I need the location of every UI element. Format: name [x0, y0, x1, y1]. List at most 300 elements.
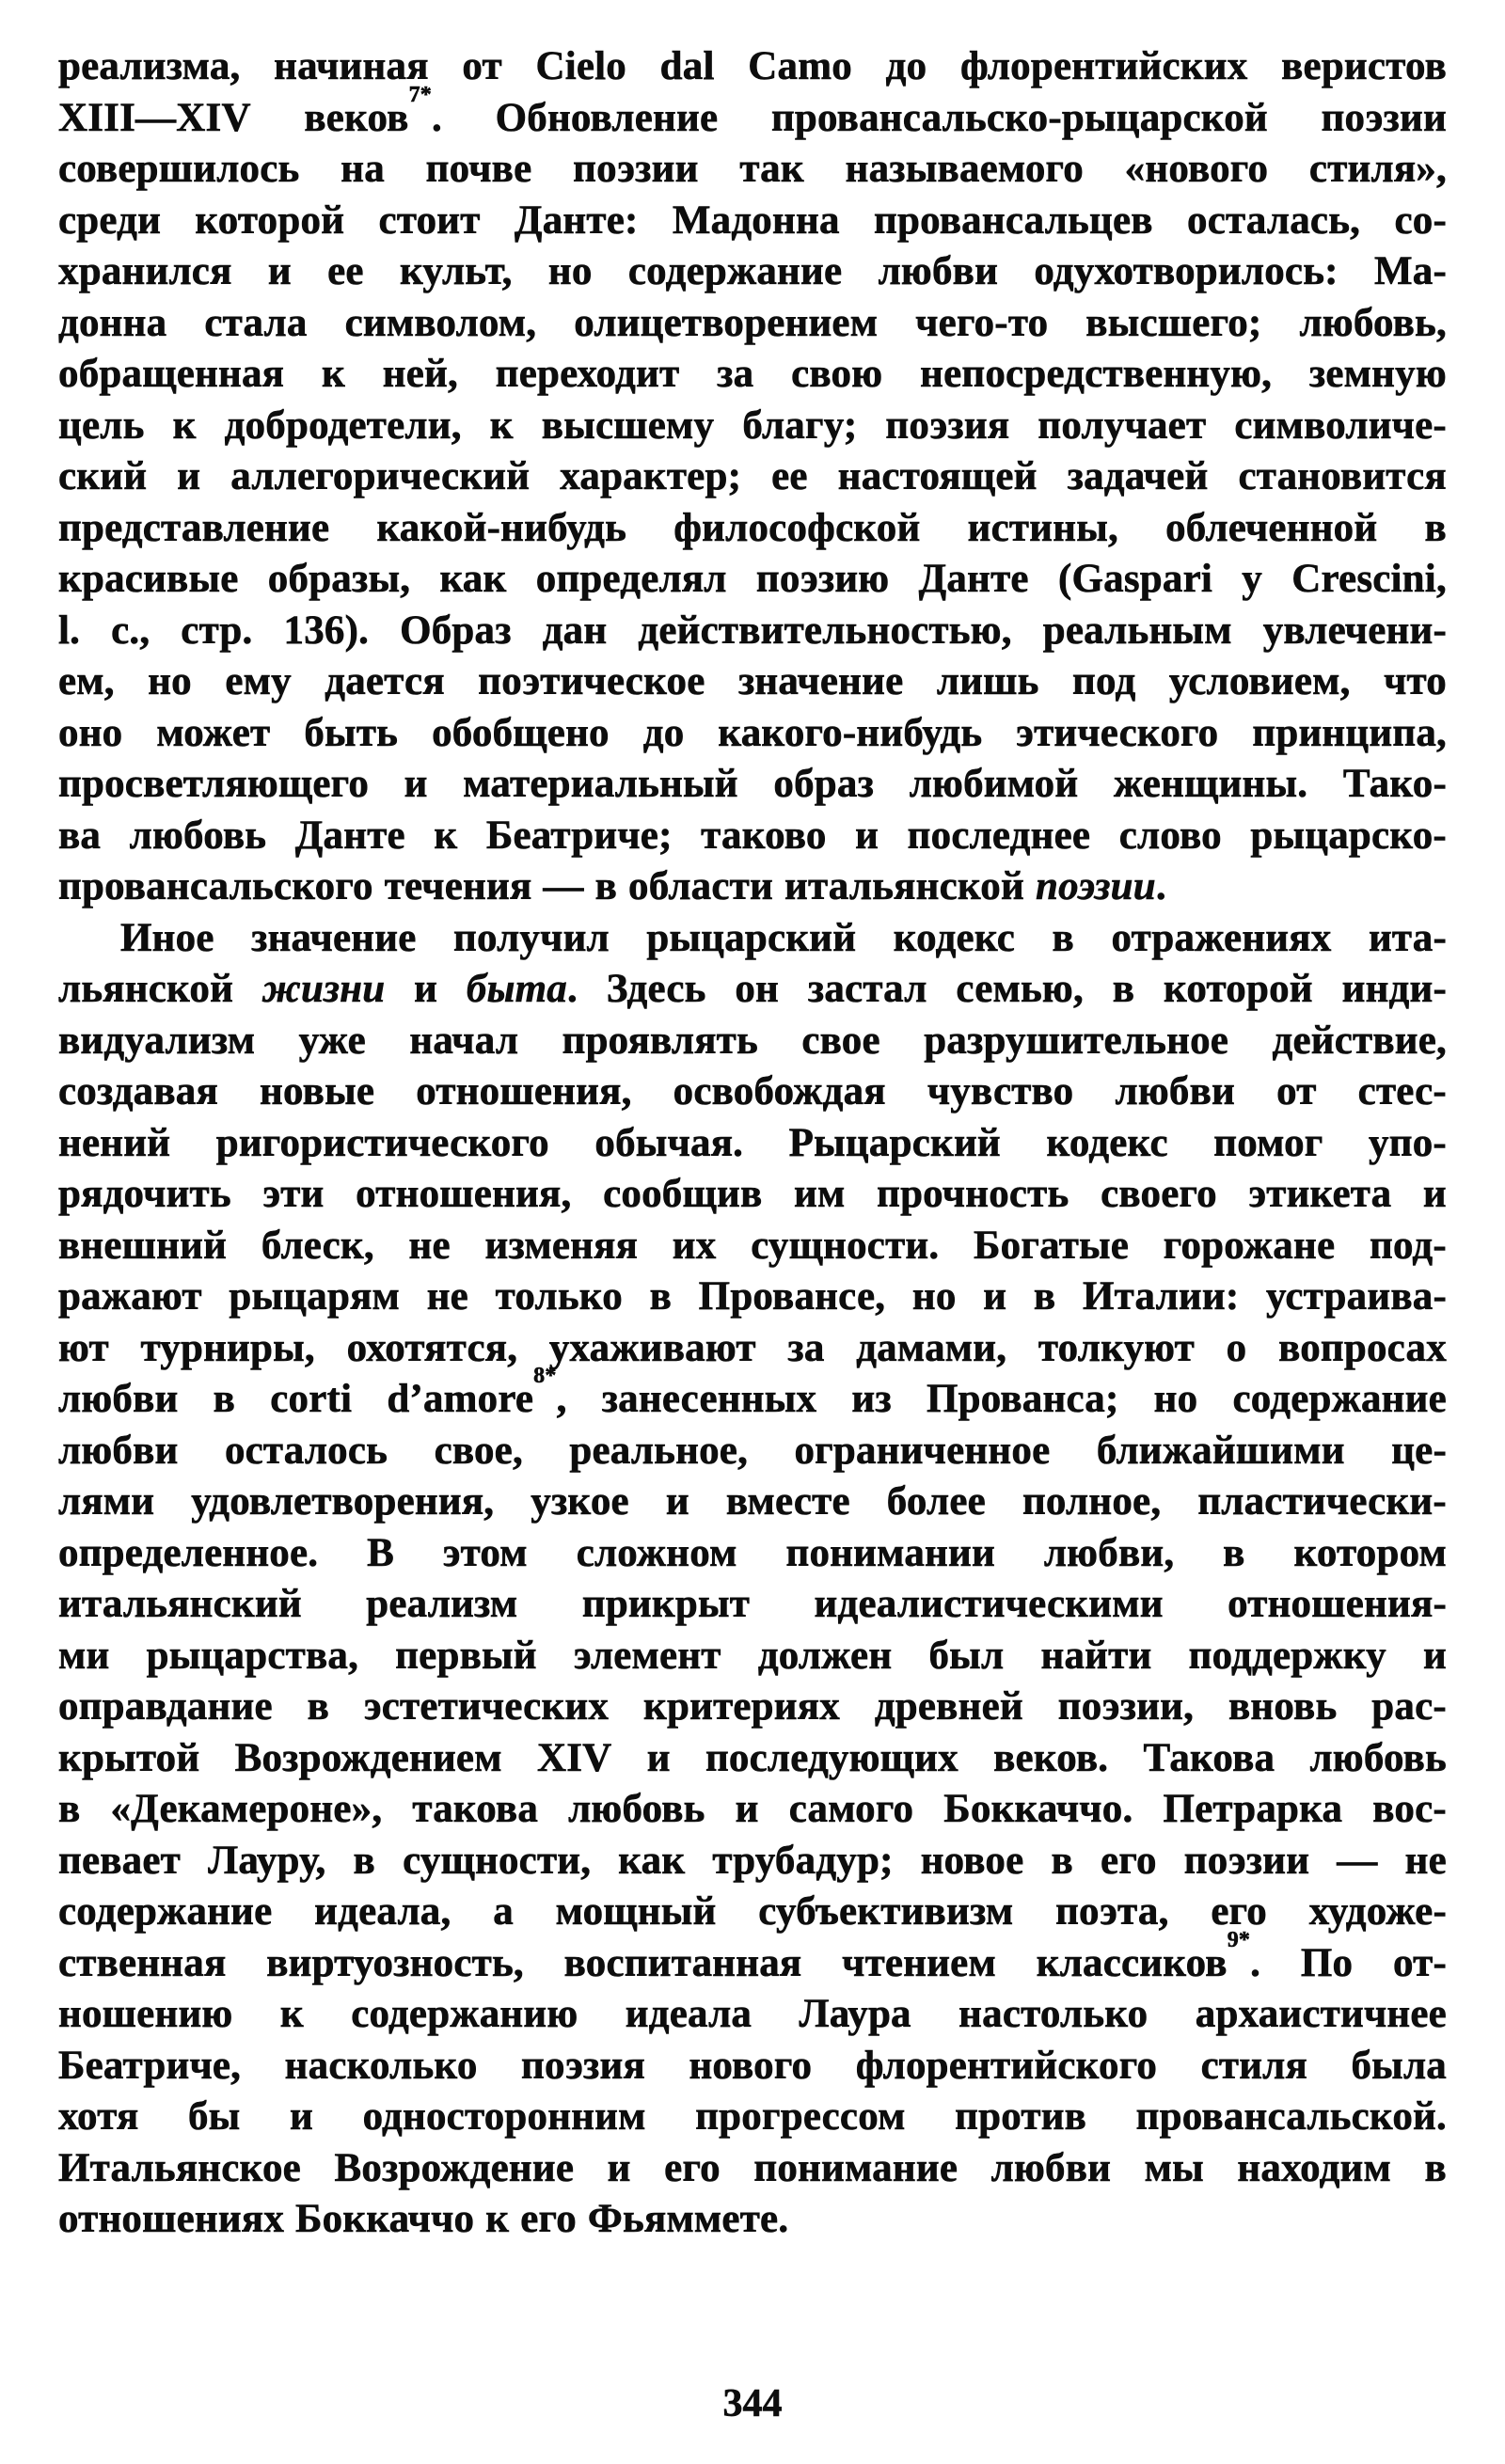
text-line: [58, 2194, 1447, 2246]
word: Итальянское: [58, 2145, 301, 2190]
word: настоящей: [837, 454, 1038, 498]
word: поэзию: [755, 557, 890, 601]
word: находим: [1237, 2145, 1392, 2190]
word: Италии:: [1083, 1274, 1240, 1319]
word: но: [1153, 1377, 1198, 1421]
word: corti: [270, 1377, 353, 1421]
word: образы,: [267, 557, 411, 601]
word: поэзии: [1321, 95, 1447, 140]
word: философской: [673, 505, 921, 550]
word: чтением: [842, 1940, 996, 1985]
word: совершилось: [58, 147, 300, 191]
word: на: [341, 147, 385, 191]
word: под-: [1369, 1223, 1447, 1268]
word: ражают: [58, 1274, 202, 1319]
word: их: [672, 1223, 717, 1268]
word: и: [665, 1479, 689, 1524]
word: Такова: [1143, 1735, 1275, 1780]
word: реализм: [366, 1582, 518, 1626]
word: стоит: [378, 197, 481, 243]
word: дается: [325, 659, 445, 703]
word: этического: [1016, 710, 1219, 755]
word: лями: [58, 1479, 155, 1524]
word: благу;: [742, 403, 858, 448]
word: не: [408, 1223, 451, 1268]
text-line: [58, 554, 1447, 606]
word: добродетели,: [224, 403, 462, 448]
word: содержание: [58, 1889, 273, 1934]
word: любимой: [909, 762, 1079, 806]
word: полное,: [1022, 1479, 1162, 1524]
word: освобождая: [673, 1069, 886, 1114]
word: чувство: [927, 1069, 1074, 1114]
word: ский: [58, 454, 148, 498]
word: изменяя: [484, 1223, 639, 1268]
word: представление: [58, 505, 330, 550]
word: сообщив: [603, 1172, 763, 1216]
word: новое: [920, 1838, 1024, 1883]
word: обобщено: [432, 710, 610, 755]
word: среди: [58, 197, 162, 243]
word: ва: [58, 813, 102, 858]
text-line: [58, 1631, 1447, 1682]
word: горожане: [1163, 1223, 1336, 1268]
word: поэзия: [885, 403, 1010, 448]
text-line: [58, 246, 1447, 298]
word: его: [664, 2145, 721, 2190]
word: ита-: [1368, 915, 1447, 960]
word: какого-нибудь: [718, 710, 983, 755]
text-line: [58, 1579, 1447, 1631]
word: Camo: [748, 44, 852, 88]
word: XIII—XIV: [58, 95, 251, 140]
word: и: [177, 454, 201, 498]
word: более: [886, 1479, 986, 1524]
body-text: [58, 41, 1447, 2246]
text-line: [58, 2143, 1447, 2195]
word: его: [520, 2197, 577, 2241]
word: таково: [701, 813, 827, 858]
word: вместе: [725, 1479, 850, 1524]
word: содержание: [1232, 1377, 1447, 1421]
word: последнее: [907, 813, 1091, 858]
text-line: [58, 2092, 1447, 2143]
word: действительностью,: [638, 608, 1012, 653]
word: рыцарско-: [1250, 813, 1447, 858]
word: донна: [58, 300, 167, 345]
word: флорентийских: [959, 44, 1248, 88]
word: в: [1424, 2145, 1447, 2190]
word: занесенных: [601, 1377, 817, 1421]
word: Иное: [120, 915, 214, 960]
word: прикрыт: [581, 1582, 751, 1626]
word: любви: [58, 1428, 179, 1473]
word: ограниченное: [794, 1428, 1051, 1473]
word: в: [353, 1838, 375, 1883]
word: Боккаччо: [295, 2197, 475, 2241]
word: Возрождение: [334, 2145, 575, 2190]
word: уже: [298, 1018, 366, 1063]
word: ют: [58, 1325, 109, 1370]
word: воспитанная: [563, 1940, 802, 1985]
word: 136).: [283, 608, 370, 653]
word: действие,: [1272, 1018, 1447, 1063]
word: Лаура: [799, 1992, 911, 2036]
word: веков.: [993, 1735, 1109, 1780]
word: был: [928, 1633, 1005, 1678]
word: такова: [412, 1787, 539, 1831]
word: понимание: [753, 2145, 958, 2190]
word: в: [649, 1274, 672, 1319]
word: его: [1101, 1838, 1157, 1883]
word: виртуозность,: [266, 1940, 524, 1985]
word: оно: [58, 710, 123, 755]
word: до: [885, 44, 927, 88]
word: мы: [1144, 2145, 1204, 2190]
text-line: [58, 298, 1447, 350]
word: почве: [425, 147, 532, 191]
word: провансальской.: [1135, 2094, 1447, 2139]
word: помог: [1213, 1120, 1323, 1165]
word: быть: [304, 710, 399, 755]
word: Данте: [294, 813, 405, 858]
word: (Gaspari: [1057, 557, 1213, 601]
text-line: [58, 1784, 1447, 1836]
word: Лауру,: [208, 1838, 326, 1883]
word: ригористического: [215, 1120, 549, 1165]
word: устраива-: [1266, 1274, 1447, 1319]
word: женщины.: [1113, 762, 1308, 806]
word: XIV: [536, 1735, 612, 1780]
word: отношения,: [416, 1069, 632, 1114]
word: к: [172, 403, 197, 448]
word: слово: [1118, 813, 1222, 858]
word: элемент: [573, 1633, 721, 1678]
word: оправдание: [58, 1684, 273, 1729]
word: была: [1351, 2043, 1447, 2088]
footnote-marker[interactable]: 9*: [1227, 1927, 1251, 1952]
word: рыцарям: [229, 1274, 401, 1319]
text-line: [58, 1927, 1447, 1990]
word: бы: [187, 2094, 241, 2139]
word: характер;: [560, 454, 742, 498]
word: образ: [773, 762, 875, 806]
word: любви: [878, 249, 999, 293]
word: и: [267, 249, 292, 293]
word: понимании: [785, 1530, 995, 1575]
word: так: [739, 147, 804, 191]
word: любовь: [1309, 1735, 1447, 1780]
word: Прованса;: [926, 1377, 1119, 1421]
word: «Декамероне»,: [110, 1787, 383, 1831]
word: свою: [791, 352, 883, 396]
word: Боккаччо.: [943, 1787, 1133, 1831]
text-line: [58, 1169, 1447, 1221]
word: осталась,: [1187, 197, 1361, 243]
word: определял: [535, 557, 727, 601]
text-line: [58, 1118, 1447, 1170]
text-line: [58, 451, 1447, 503]
word: итальянский: [58, 1582, 302, 1626]
word: начиная: [274, 44, 429, 88]
word: инди-: [1341, 967, 1447, 1011]
word: просветляющего: [58, 762, 370, 806]
word: Обновление: [495, 95, 719, 140]
word: с.,: [111, 608, 150, 653]
word: итальянской: [784, 864, 1024, 908]
word: односторонним: [362, 2094, 646, 2139]
word: поэзии.: [1035, 864, 1166, 908]
text-line: [58, 349, 1447, 401]
word: рыцарский: [646, 915, 857, 960]
word: высшего;: [1085, 300, 1262, 345]
text-line: [58, 503, 1447, 555]
word: dal: [659, 44, 715, 88]
text-line: [58, 1733, 1447, 1785]
word: застал: [807, 967, 927, 1011]
word: и: [735, 1787, 759, 1831]
word: хранился: [58, 249, 232, 293]
word: критериях: [643, 1684, 840, 1729]
word: в: [1424, 505, 1447, 550]
word: до: [642, 710, 685, 755]
word: в: [1051, 1838, 1073, 1883]
word: к: [485, 2197, 510, 2241]
word: найти: [1040, 1633, 1152, 1678]
word: какой-нибудь: [376, 505, 627, 550]
word: поэта,: [1055, 1889, 1169, 1934]
word: любовь: [568, 1787, 705, 1831]
word: идеала: [625, 1992, 752, 2036]
word: идеала,: [314, 1889, 452, 1934]
word: Тако-: [1342, 762, 1447, 806]
word: содержание: [627, 249, 843, 293]
text-line: [58, 1426, 1447, 1477]
word: провансальцев: [874, 197, 1153, 243]
word: провансальско-рыцарской: [770, 95, 1268, 140]
word: прочность: [877, 1172, 1069, 1216]
word: толкуют: [1038, 1325, 1195, 1370]
word: древней: [874, 1684, 1023, 1729]
word: новые: [260, 1069, 375, 1114]
word: в: [307, 1684, 330, 1729]
word: певает: [58, 1838, 181, 1883]
word: нового: [689, 2043, 813, 2088]
word: ему: [225, 659, 292, 703]
word: любви: [1115, 1069, 1235, 1114]
word: становится: [1238, 454, 1447, 498]
word: красивые: [58, 557, 239, 601]
text-line: [58, 82, 1447, 145]
word: в: [1052, 915, 1074, 960]
word: и: [646, 1735, 671, 1780]
text-line: [58, 656, 1447, 708]
word: Беатриче,: [58, 2043, 242, 2088]
word: реальное,: [569, 1428, 749, 1473]
word: культ,: [399, 249, 513, 293]
word: облеченной: [1165, 505, 1378, 550]
word: и: [414, 967, 438, 1011]
footnote-marker[interactable]: 7*: [408, 82, 432, 107]
word: хотя: [58, 2094, 139, 2139]
word: от: [462, 44, 502, 88]
text-line: [58, 1989, 1447, 2041]
word: высшему: [541, 403, 715, 448]
word: получает: [1038, 403, 1207, 448]
word: идеалистическими: [814, 1582, 1164, 1626]
word: но: [547, 249, 593, 293]
word: условием,: [1168, 659, 1351, 703]
word: дан: [542, 608, 608, 653]
word: насколько: [284, 2043, 478, 2088]
text-line: [58, 1364, 1447, 1426]
word: нений: [58, 1120, 171, 1165]
word: символом,: [344, 300, 537, 345]
word: классиков$^{9*}$.: [1036, 1927, 1261, 1985]
footnote-marker[interactable]: 8*: [533, 1364, 557, 1388]
word: Данте:: [514, 197, 639, 243]
word: сложном: [576, 1530, 737, 1575]
word: цель: [58, 403, 145, 448]
word: d’amore$^{8*}$,: [387, 1364, 567, 1421]
word: против: [955, 2094, 1087, 2139]
word: в: [58, 1787, 81, 1831]
text-line: [58, 861, 1447, 913]
word: Cielo: [535, 44, 627, 88]
word: эти: [262, 1172, 325, 1216]
word: вновь: [1228, 1684, 1338, 1729]
text-line: [58, 196, 1447, 247]
word: кодекс: [1046, 1120, 1168, 1165]
word: символиче-: [1234, 403, 1447, 448]
text-line: [58, 1836, 1447, 1887]
word: только: [495, 1274, 623, 1319]
word: стала: [204, 300, 308, 345]
word: создавая: [58, 1069, 218, 1114]
word: сущности,: [403, 1838, 592, 1883]
word: видуализм: [58, 1018, 256, 1063]
word: вопросах: [1278, 1325, 1447, 1370]
word: поэзия: [521, 2043, 645, 2088]
word: Фьяммете.: [587, 2197, 789, 2241]
word: семью,: [956, 967, 1084, 1011]
word: как: [439, 557, 507, 601]
word: це-: [1391, 1428, 1447, 1473]
word: сущности.: [751, 1223, 940, 1268]
word: жизни: [261, 967, 386, 1011]
word: называемого: [845, 147, 1084, 191]
word: он: [735, 967, 780, 1011]
word: внешний: [58, 1223, 228, 1268]
word: начал: [409, 1018, 519, 1063]
word: любовь,: [1299, 300, 1447, 345]
word: области: [628, 864, 773, 908]
word: По: [1300, 1940, 1354, 1985]
word: эстетических: [363, 1684, 610, 1729]
word: любовь: [129, 813, 267, 858]
word: провансальского: [58, 864, 373, 908]
text-line: [58, 2041, 1447, 2093]
word: вос-: [1372, 1787, 1447, 1831]
word: и: [1423, 1633, 1447, 1678]
word: отношениях: [58, 2197, 285, 2241]
text-line: [58, 1477, 1447, 1528]
word: в: [1223, 1530, 1245, 1575]
word: значение: [737, 659, 904, 703]
word: поэтическое: [478, 659, 705, 703]
word: задачей: [1067, 454, 1209, 498]
word: Мадонна: [672, 197, 840, 243]
word: не: [1404, 1838, 1447, 1883]
text-line: [58, 1682, 1447, 1733]
word: первый: [395, 1633, 537, 1678]
word: но: [911, 1274, 957, 1319]
word: а: [493, 1889, 514, 1934]
word: ближайшими: [1096, 1428, 1345, 1473]
word: непосредственную,: [920, 352, 1273, 396]
word: и: [404, 762, 428, 806]
word: В: [367, 1530, 395, 1575]
word: и: [983, 1274, 1007, 1319]
word: его: [1211, 1889, 1267, 1934]
word: турниры,: [140, 1325, 315, 1370]
word: пластически-: [1197, 1479, 1447, 1524]
word: узкое: [531, 1479, 629, 1524]
word: поэзии,: [1057, 1684, 1195, 1729]
word: может: [156, 710, 271, 755]
word: блеск,: [261, 1223, 374, 1268]
text-line: [58, 708, 1447, 760]
word: субъективизм: [758, 1889, 1014, 1934]
word: Рыцарский: [788, 1120, 1001, 1165]
text-line: [58, 1016, 1447, 1067]
word: обращенная: [58, 352, 285, 396]
word: увлечени-: [1262, 608, 1447, 653]
word: что: [1384, 659, 1447, 703]
word: которой: [1163, 967, 1313, 1011]
word: как: [618, 1838, 686, 1883]
word: со-: [1394, 197, 1447, 243]
text-line: [58, 913, 1447, 965]
word: содержанию: [351, 1992, 578, 2036]
word: определенное.: [58, 1530, 319, 1575]
text-line: [58, 759, 1447, 811]
word: Богатые: [974, 1223, 1130, 1268]
word: о: [1226, 1325, 1247, 1370]
word: к: [434, 813, 458, 858]
word: земную: [1308, 352, 1447, 396]
word: проявлять: [562, 1018, 758, 1063]
word: стес-: [1357, 1069, 1447, 1114]
word: Образ: [400, 608, 512, 653]
word: Провансе,: [698, 1274, 886, 1319]
word: стиля»,: [1308, 147, 1447, 191]
word: от-: [1392, 1940, 1447, 1985]
word: мощный: [555, 1889, 717, 1934]
word: Ма-: [1373, 249, 1447, 293]
word: художе-: [1308, 1889, 1447, 1934]
word: им: [794, 1172, 846, 1216]
word: принципа,: [1252, 710, 1447, 755]
word: обычая.: [594, 1120, 744, 1165]
word: одухотворилось:: [1034, 249, 1339, 293]
word: архаистичнее: [1195, 1992, 1447, 2036]
word: разрушительное: [924, 1018, 1229, 1063]
word: флорентийского: [855, 2043, 1158, 2088]
word: любви: [58, 1377, 179, 1421]
word: переходит: [495, 352, 680, 396]
word: крытой: [58, 1735, 200, 1780]
